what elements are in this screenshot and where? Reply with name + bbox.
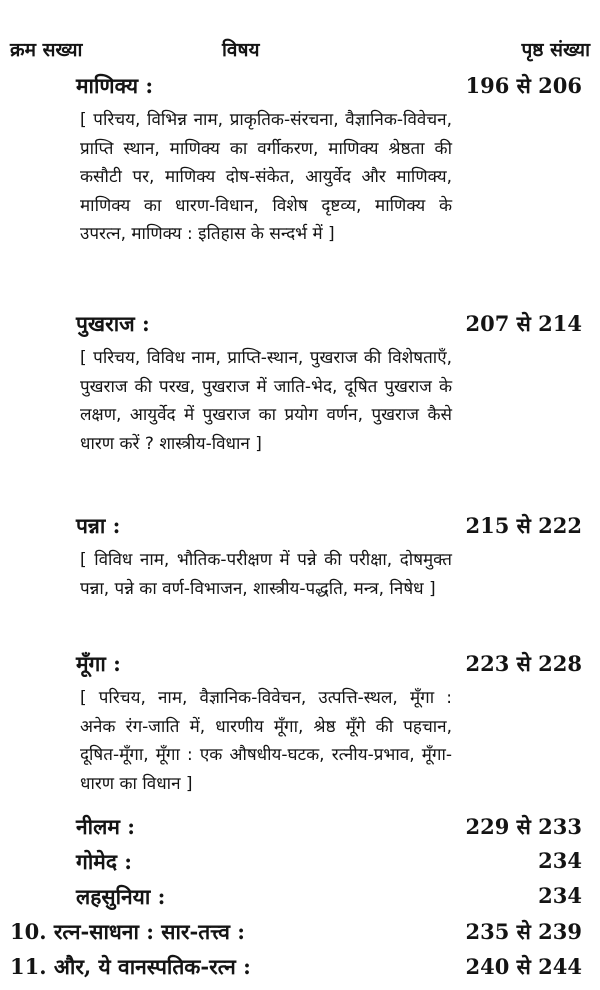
entry-title: लहसुनिया : [76,884,166,909]
entry-title: 11. और, ये वानस्पतिक-रत्न : [10,954,251,979]
toc-entry-pukhraj [0,310,600,500]
entry-pages: 215 से 222 [465,513,582,538]
toc-header [10,36,590,68]
toc-entry-panna [0,512,600,637]
entry-title: 10. रत्न-साधना : सार-तत्त्व : [10,919,246,944]
entry-description: [ परिचय, विविध नाम, प्राप्ति-स्थान, पुखराज की विशेषताएँ, पुखराज की परख, पुखराज में जाति-भेद, दूषित पुखराज के लक्षण, आयुर्वेद में पुखराज का प्रयोग वर्णन, पुखराज कैसे धारण करें ? शास्त्रीय-विधान ] [80,348,452,454]
entry-title: पन्ना : [76,513,121,538]
entry-title: नीलम : [76,814,135,839]
page-number-heading: पृष्ठ संख्या [521,39,590,61]
toc-entry-gomed [0,848,600,880]
toc-entry-neelam [0,813,600,845]
serial-number-heading: क्रम सख्या [10,39,83,61]
subject-heading: विषय [222,39,260,61]
toc-entry-vanaspatik-ratna [0,953,600,985]
toc-entry-manikya [0,72,600,302]
entry-pages: 207 से 214 [465,311,582,336]
toc-entry-moonga [0,650,600,810]
toc-entry-ratna-sadhna [0,918,600,950]
entry-pages: 240 से 244 [465,954,582,979]
entry-title: गोमेद : [76,849,133,874]
entry-pages: 223 से 228 [465,651,582,676]
toc-entry-lahsuniya [0,883,600,915]
entry-pages: 196 से 206 [465,73,582,98]
entry-description: [ परिचय, विभिन्न नाम, प्राकृतिक-संरचना, वैज्ञानिक-विवेचन, प्राप्ति स्थान, माणिक्य का वर्गीकरण, माणिक्य श्रेष्ठता की कसौटी पर, माणिक्य दोष-संकेत, आयुर्वेद और माणिक्य, माणिक्य का धारण-विधान, विशेष दृष्टव्य, माणिक्य के उपरत्न, माणिक्य : इतिहास के सन्दर्भ में ] [80,110,452,245]
entry-description: [ विविध नाम, भौतिक-परीक्षण में पन्ने की परीक्षा, दोषमुक्त पन्ना, पन्ने का वर्ण-विभाजन, शास्त्रीय-पद्धति, मन्त्र, निषेध ] [80,550,452,599]
entry-pages: 234 [538,848,582,873]
entry-title: पुखराज : [76,311,150,336]
entry-title: माणिक्य : [76,73,154,98]
entry-title: मूँगा : [76,651,121,676]
entry-pages: 234 [538,883,582,908]
entry-pages: 235 से 239 [465,919,582,944]
entry-pages: 229 से 233 [465,814,582,839]
entry-description: [ परिचय, नाम, वैज्ञानिक-विवेचन, उत्पत्ति-स्थल, मूँगा : अनेक रंग-जाति में, धारणीय मूँगा, श्रेष्ठ मूँगे की पहचान, दूषित-मूँगा, मूँगा : एक औषधीय-घटक, रत्नीय-प्रभाव, मूँगा-धारण का विधान ] [80,688,452,794]
